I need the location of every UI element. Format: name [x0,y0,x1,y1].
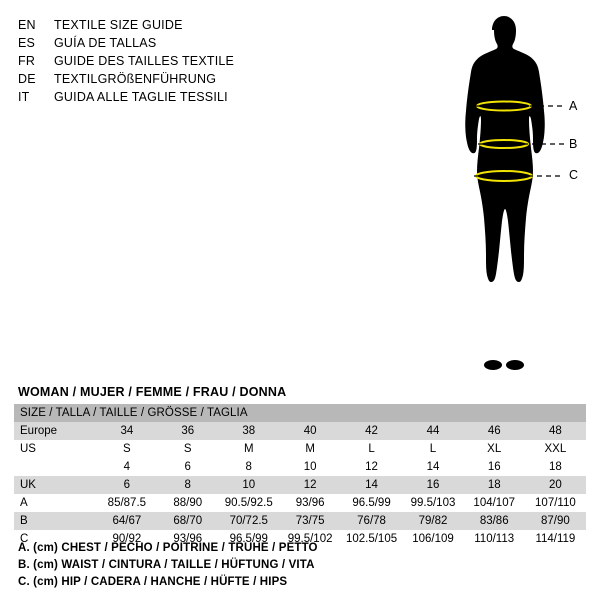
table-row [14,422,586,440]
table-header-row [14,404,586,422]
measure-letter-group [430,10,590,375]
table-cell: 110/113 [464,530,525,548]
table-cell: 14 [341,476,403,494]
table-cell: M [279,440,340,458]
language-row [18,88,318,106]
table-cell: M [218,440,279,458]
table-row [14,476,586,494]
table-cell: 8 [218,458,279,476]
table-cell: 48 [525,422,586,440]
female-body-figure [430,10,590,375]
table-cell: 10 [218,476,279,494]
row-label: B [14,512,96,530]
table-cell: 96.5/99 [218,530,279,548]
legend-line-a: A. (cm) CHEST / PECHO / POITRINE / TRUHE / PETTO [18,542,318,554]
table-cell: 42 [341,422,403,440]
legend-line-b: B. (cm) WAIST / CINTURA / TAILLE / HÜFTUNG / VITA [18,559,315,571]
table-header-label: SIZE / TALLA / TAILLE / GRÖSSE / TAGLIA [14,404,586,422]
table-cell: 85/87.5 [96,494,157,512]
table-cell: 73/75 [279,512,340,530]
table-cell: 46 [464,422,525,440]
row-label: US [14,440,96,458]
table-cell: 93/96 [279,494,340,512]
table-cell: 104/107 [464,494,525,512]
table-cell: 99.5/103 [402,494,463,512]
table-cell: 6 [96,476,157,494]
table-cell: 12 [341,458,403,476]
language-text: TEXTILGRÖßENFÜHRUNG [54,72,217,86]
table-cell: 40 [279,422,340,440]
language-text: GUÍA DE TALLAS [54,36,157,50]
row-label: C [14,530,96,548]
language-row [18,34,318,52]
table-row [14,494,586,512]
table-cell: L [402,440,463,458]
table-cell: 83/86 [464,512,525,530]
row-label: Europe [14,422,96,440]
row-label [14,458,96,476]
language-row [18,52,318,70]
language-text: GUIDA ALLE TAGLIE TESSILI [54,90,228,104]
table-cell: 16 [464,458,525,476]
table-cell: 10 [279,458,340,476]
row-label: A [14,494,96,512]
table-cell: 114/119 [525,530,586,548]
table-cell: 36 [157,422,218,440]
language-code: DE [18,72,36,86]
table-cell: 93/96 [157,530,218,548]
table-cell: 18 [464,476,525,494]
table-cell: 79/82 [402,512,463,530]
table-cell: 4 [96,458,157,476]
table-cell: S [157,440,218,458]
language-code: FR [18,54,36,68]
table-row [14,512,586,530]
table-cell: 14 [402,458,463,476]
table-cell: XXL [525,440,586,458]
table-cell: 106/109 [402,530,463,548]
language-header [18,16,318,106]
table-cell: 76/78 [341,512,403,530]
legend-line-c: C. (cm) HIP / CADERA / HANCHE / HÜFTE / HIPS [18,576,288,588]
table-row [14,440,586,458]
table-cell: 18 [525,458,586,476]
language-row [18,70,318,88]
table-cell: 107/110 [525,494,586,512]
measure-label-b: B [569,137,578,151]
table-cell: 8 [157,476,218,494]
language-code: EN [18,18,36,32]
table-cell: 90.5/92.5 [218,494,279,512]
table-cell: 34 [96,422,157,440]
table-cell: 99.5/102 [279,530,340,548]
language-text: GUIDE DES TAILLES TEXTILE [54,54,235,68]
table-cell: L [341,440,403,458]
measure-label-c: C [569,168,579,182]
table-cell: 68/70 [157,512,218,530]
table-cell: XL [464,440,525,458]
table-cell: 70/72.5 [218,512,279,530]
measurement-legend [18,540,578,591]
language-code: ES [18,36,36,50]
table-cell: 87/90 [525,512,586,530]
language-row [18,16,318,34]
table-cell: 44 [402,422,463,440]
table-cell: 102.5/105 [341,530,403,548]
table-cell: 96.5/99 [341,494,403,512]
table-cell: 90/92 [96,530,157,548]
table-cell: 16 [402,476,463,494]
section-heading-woman: WOMAN / MUJER / FEMME / FRAU / DONNA [18,385,287,399]
table-cell: 64/67 [96,512,157,530]
table-cell: 88/90 [157,494,218,512]
table-row [14,458,586,476]
table-cell: 38 [218,422,279,440]
language-text: TEXTILE SIZE GUIDE [54,18,183,32]
row-label: UK [14,476,96,494]
table-cell: 12 [279,476,340,494]
table-cell: 20 [525,476,586,494]
language-code: IT [18,90,30,104]
table-cell: 6 [157,458,218,476]
size-table [14,404,586,548]
measure-label-a: A [569,99,578,113]
table-cell: S [96,440,157,458]
